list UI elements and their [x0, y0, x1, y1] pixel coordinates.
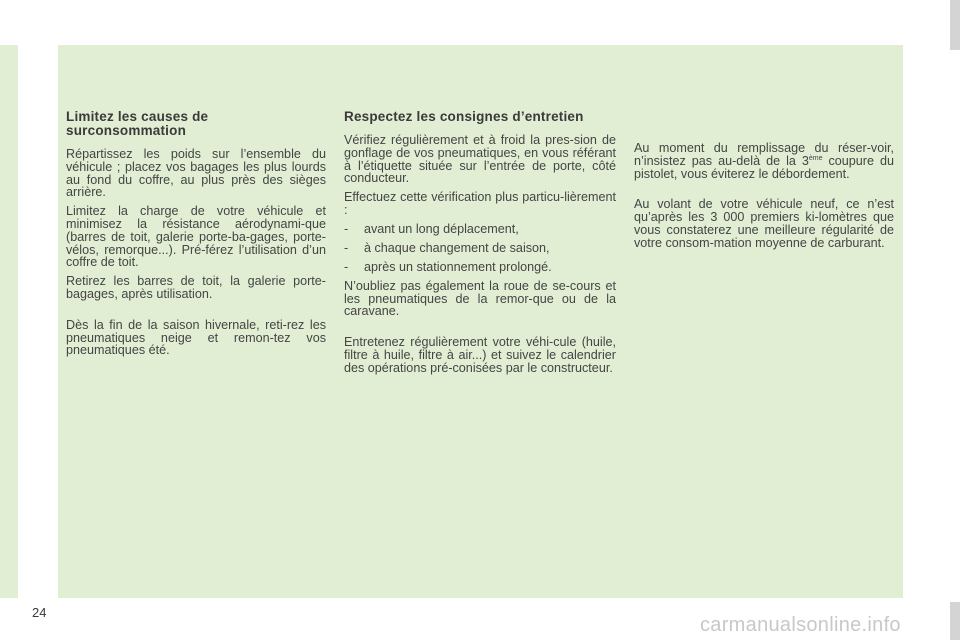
watermark: carmanualsonline.info	[700, 614, 901, 636]
page-edge-tab-bottom	[950, 602, 960, 640]
ordinal-superscript: ème	[808, 154, 823, 162]
paragraph-check-when: Effectuez cette vérification plus particu-lièrement :	[344, 190, 616, 217]
refuel-text-end: coupure du pistolet, vous éviterez le débordement.	[634, 153, 894, 181]
page-edge-tab-top	[950, 0, 960, 50]
paragraph-new-vehicle: Au volant de votre véhicule neuf, ce n’est qu’après les 3 000 premiers ki-lomètres que vous constaterez une meilleure régularité de votre consom-mation moyenne de carburant.	[634, 197, 894, 250]
page-number: 24	[32, 605, 47, 620]
column-maintenance	[344, 110, 616, 381]
paragraph-winter-tyres: Dès la fin de la saison hivernale, reti-rez les pneumatiques neige et remon-tez vos pneumatiques été.	[66, 317, 326, 358]
paragraph-refuel	[634, 142, 894, 180]
list-item	[344, 261, 616, 274]
paragraph-load: Limitez la charge de votre véhicule et minimisez la résistance aérodynami-que (barres de toit, galerie porte-ba-gages, porte-vélos, remorque...). Pré-férez l’utilisation d’un coffre de toit.	[66, 204, 326, 270]
paragraph-servicing: Entretenez régulièrement votre véhi-cule (huile, filtre à huile, filtre à air...) et suivez le calendrier des opérations pré-conisées par le constructeur.	[344, 335, 616, 375]
paragraph-weight: Répartissez les poids sur l’ensemble du véhicule ; placez vos bagages les plus lourds au fond du coffre, au plus près des sièges arrière.	[66, 147, 326, 200]
dash-mark: -	[344, 221, 349, 236]
paragraph-spare-wheel: N’oubliez pas également la roue de se-cours et les pneumatiques de la remor-que ou de la caravane.	[344, 278, 616, 319]
column-refuel-tips	[634, 142, 894, 256]
check-list	[344, 223, 616, 274]
list-item-text: à chaque changement de saison,	[364, 240, 550, 255]
list-item-text: avant un long déplacement,	[364, 221, 519, 236]
list-item-text: après un stationnement prolongé.	[364, 259, 552, 274]
paragraph-tyre-pressure: Vérifiez régulièrement et à froid la pres-sion de gonflage de vos pneumatiques, en vous référant à l’étiquette située sur l’entrée de porte, côté conducteur.	[344, 133, 616, 186]
heading-consumption-causes: Limitez les causes de surconsommation	[66, 109, 209, 138]
list-item	[344, 242, 616, 255]
paragraph-roof-bars: Retirez les barres de toit, la galerie porte-bagages, après utilisation.	[66, 274, 326, 301]
list-item	[344, 223, 616, 236]
dash-mark: -	[344, 240, 349, 255]
dash-mark: -	[344, 259, 349, 274]
refuel-text-start: Au moment du remplissage du réser-voir, n’insistez pas au-delà de la 3	[634, 141, 894, 168]
left-margin-strip	[0, 45, 18, 598]
heading-maintenance: Respectez les consignes d’entretien	[344, 109, 584, 124]
column-consumption-causes	[66, 110, 326, 363]
